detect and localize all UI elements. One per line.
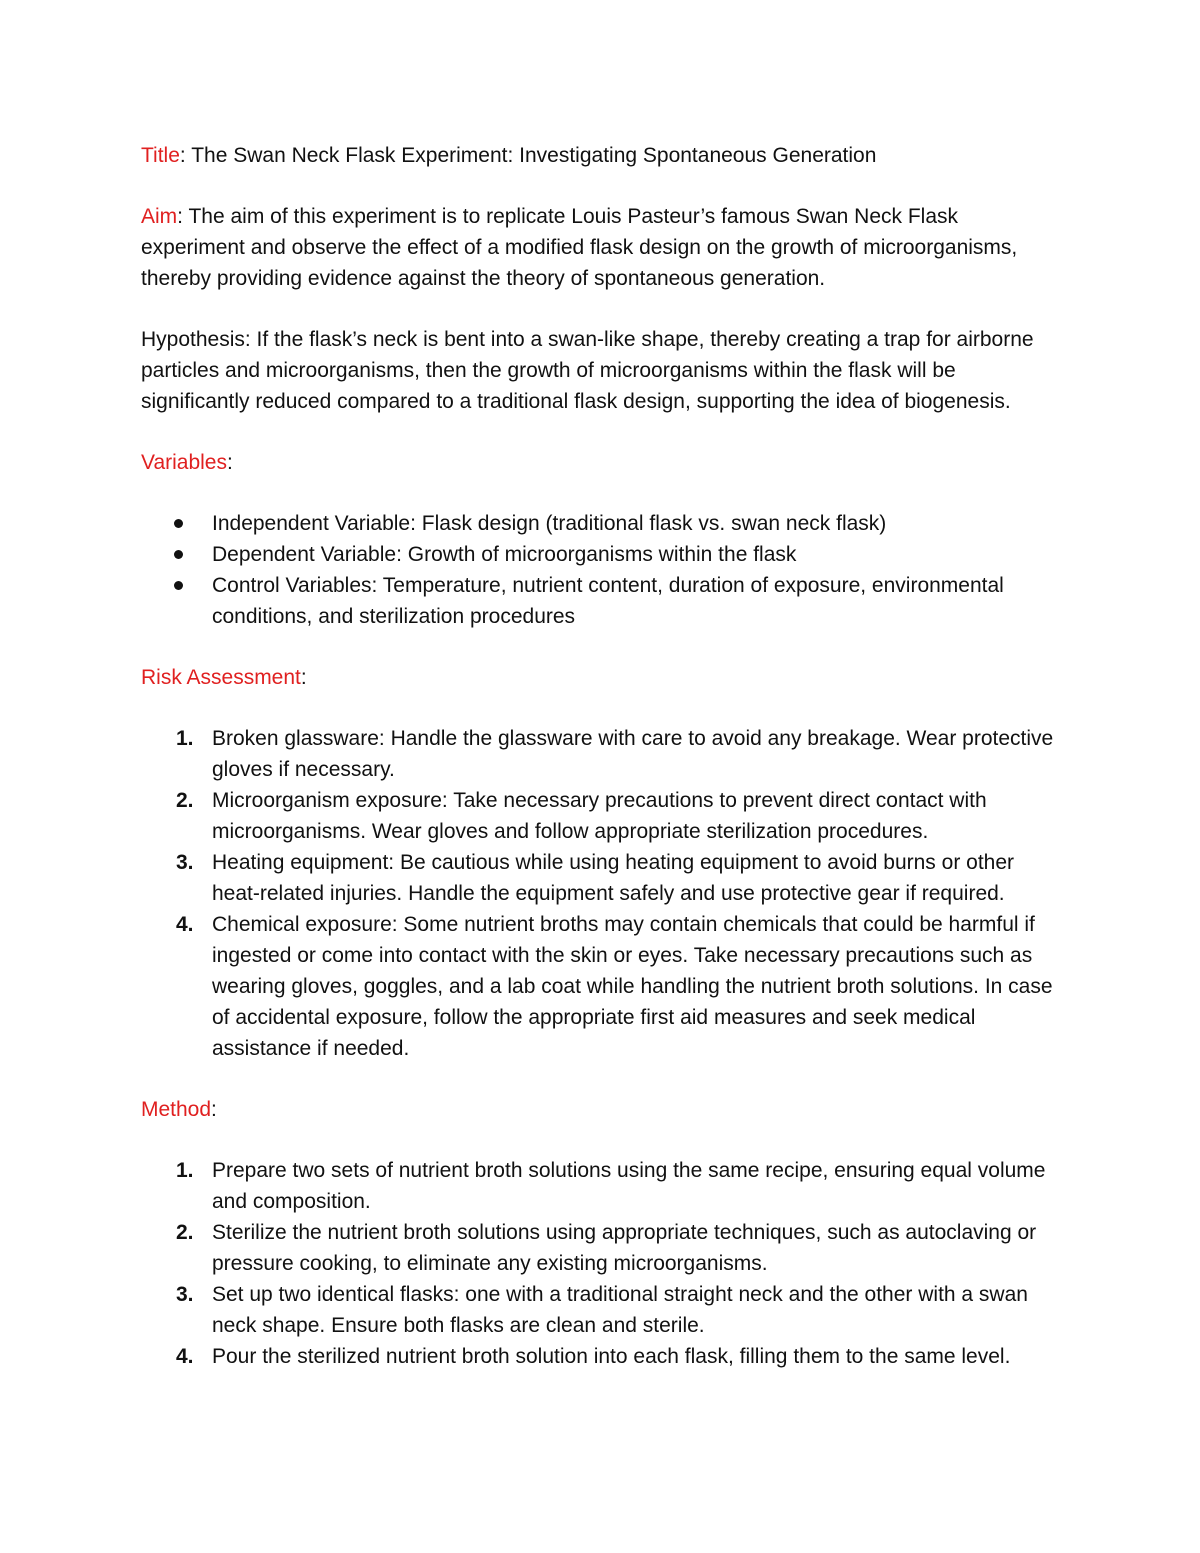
list-item	[141, 1217, 1066, 1279]
document-page	[141, 140, 1066, 1372]
item-text: Sterilize the nutrient broth solutions using appropriate techniques, such as autoclaving or pressure cooking, to eliminate any existing microorganisms.	[212, 1221, 1037, 1275]
item-number: 1.	[176, 727, 194, 750]
item-text: Prepare two sets of nutrient broth solutions using the same recipe, ensuring equal volume and composition.	[212, 1159, 1046, 1213]
item-text: Set up two identical flasks: one with a traditional straight neck and the other with a swan neck shape. Ensure both flasks are clean and sterile.	[212, 1283, 1028, 1337]
aim-label: Aim	[141, 205, 178, 228]
item-text: Heating equipment: Be cautious while using heating equipment to avoid burns or other heat-related injuries. Handle the equipment safely and use protective gear if required.	[212, 851, 1015, 905]
risk-assessment-label: Risk Assessment	[141, 666, 301, 689]
variables-label: Variables	[141, 451, 227, 474]
list-item	[141, 1341, 1066, 1372]
method-heading	[141, 1094, 1066, 1125]
item-text: Broken glassware: Handle the glassware with care to avoid any breakage. Wear protective gloves if necessary.	[212, 727, 1054, 781]
hypothesis-paragraph: Hypothesis: If the flask’s neck is bent into a swan-like shape, thereby creating a trap for airborne particles and microorganisms, then the growth of microorganisms within the flask will be significantly reduced compared to a traditional flask design, supporting the idea of biogenesis.	[141, 328, 1034, 413]
title-label: Title	[141, 144, 180, 167]
item-text: Microorganism exposure: Take necessary precautions to prevent direct contact with microorganisms. Wear gloves and follow appropriate sterilization procedures.	[212, 789, 987, 843]
list-item	[141, 785, 1066, 847]
item-number: 1.	[176, 1159, 194, 1182]
item-number: 3.	[176, 851, 194, 874]
method-colon: :	[211, 1098, 217, 1121]
list-item	[141, 723, 1066, 785]
list-item: Control Variables: Temperature, nutrient content, duration of exposure, environmental conditions, and sterilization procedures	[141, 570, 1066, 632]
item-text: Pour the sterilized nutrient broth solution into each flask, filling them to the same level.	[212, 1345, 1011, 1368]
item-number: 4.	[176, 913, 194, 936]
item-number: 4.	[176, 1345, 194, 1368]
list-item	[141, 909, 1066, 1064]
method-list	[141, 1155, 1066, 1372]
method-label: Method	[141, 1098, 212, 1121]
risk-assessment-colon: :	[300, 666, 307, 689]
item-number: 2.	[176, 789, 194, 812]
list-item: Dependent Variable: Growth of microorganisms within the flask	[141, 539, 1066, 570]
title-line	[141, 140, 1066, 171]
item-text: Chemical exposure: Some nutrient broths may contain chemicals that could be harmful if ingested or come into contact with the skin or eyes. Take necessary precautions such as wearing gloves, goggles, and a lab coat while handling the nutrient broth solutions. In case of accidental exposure, follow the appropriate first aid measures and seek medical assistance if needed.	[212, 913, 1053, 1060]
variables-heading	[141, 447, 1066, 478]
risk-assessment-list	[141, 723, 1066, 1064]
variables-list	[141, 508, 1066, 632]
variables-colon: :	[227, 451, 233, 474]
list-item	[141, 1279, 1066, 1341]
list-item	[141, 1155, 1066, 1217]
title-text: : The Swan Neck Flask Experiment: Investigating Spontaneous Generation	[179, 144, 877, 167]
aim-text: : The aim of this experiment is to replicate Louis Pasteur’s famous Swan Neck Flask experiment and observe the effect of a modified flask design on the growth of microorganisms, thereby providing evidence against the theory of spontaneous generation.	[141, 205, 1018, 290]
list-item: Independent Variable: Flask design (traditional flask vs. swan neck flask)	[141, 508, 1066, 539]
risk-assessment-heading	[141, 662, 1066, 693]
item-number: 3.	[176, 1283, 194, 1306]
list-item	[141, 847, 1066, 909]
item-number: 2.	[176, 1221, 194, 1244]
aim-paragraph	[141, 201, 1066, 294]
